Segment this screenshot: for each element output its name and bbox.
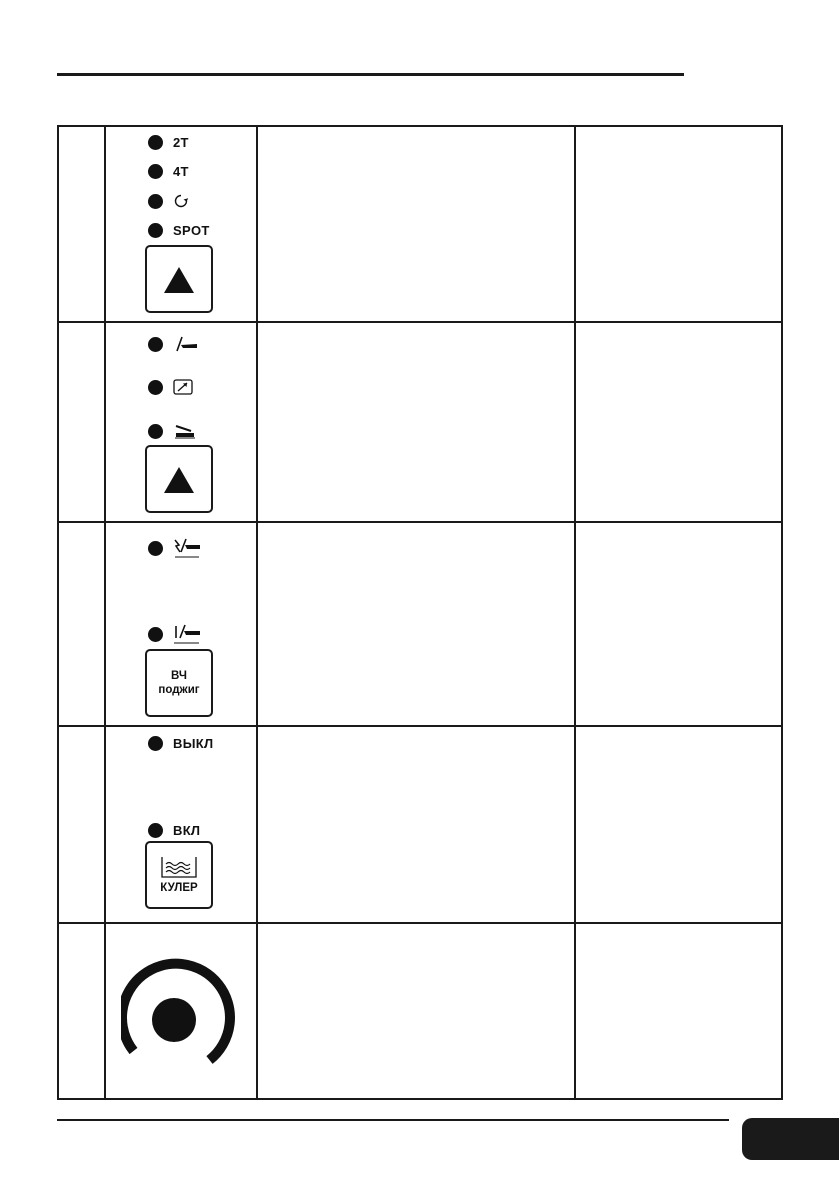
- indicator-label: SPOT: [173, 223, 210, 238]
- row-divider: [59, 321, 781, 323]
- torch-weld-icon: [173, 335, 199, 353]
- led-dot: [148, 164, 163, 179]
- indicator-label: 4T: [173, 164, 189, 179]
- indicator-label: 2T: [173, 135, 189, 150]
- indicator-on: [148, 823, 200, 838]
- page-number-tab: [742, 1118, 839, 1160]
- indicator-label: ВКЛ: [173, 823, 201, 838]
- led-dot: [148, 194, 163, 209]
- water-waves-icon: [159, 855, 199, 881]
- row-divider: [59, 922, 781, 924]
- indicator-spot: [148, 223, 210, 238]
- button-label: КУЛЕР: [160, 882, 198, 894]
- foot-pedal-icon: [173, 423, 197, 439]
- button-label-line2: поджиг: [158, 684, 200, 696]
- indicator-4t: [148, 164, 189, 179]
- led-dot: [148, 337, 163, 352]
- button-label-line1: ВЧ: [171, 670, 187, 682]
- footer-rule: [57, 1119, 729, 1121]
- row-divider: [59, 521, 781, 523]
- indicator-torch: [148, 335, 199, 353]
- indicator-foot-pedal: [148, 423, 197, 439]
- indicator-hf-ignition: [148, 537, 201, 559]
- led-dot: [148, 541, 163, 556]
- hf-ignition-icon: [173, 537, 201, 559]
- indicator-off: [148, 736, 213, 751]
- led-dot: [148, 627, 163, 642]
- source-select-button[interactable]: [145, 445, 213, 513]
- indicator-trigger-box: [148, 379, 193, 395]
- column-divider: [256, 127, 258, 1098]
- controls-table: [57, 125, 783, 1100]
- led-dot: [148, 823, 163, 838]
- trigger-box-icon: [173, 379, 193, 395]
- cooler-button[interactable]: [145, 841, 213, 909]
- triangle-up-icon: [164, 467, 194, 493]
- column-divider: [574, 127, 576, 1098]
- row-divider: [59, 725, 781, 727]
- led-dot: [148, 424, 163, 439]
- led-dot: [148, 135, 163, 150]
- led-dot: [148, 736, 163, 751]
- cycle-icon: [173, 193, 189, 209]
- indicator-label: ВЫКЛ: [173, 736, 214, 751]
- indicator-2t: [148, 135, 189, 150]
- rotary-knob[interactable]: [121, 957, 247, 1072]
- header-rule: [57, 73, 684, 76]
- led-dot: [148, 380, 163, 395]
- column-divider: [104, 127, 106, 1098]
- indicator-cycle: [148, 193, 189, 209]
- led-dot: [148, 223, 163, 238]
- mode-select-button[interactable]: [145, 245, 213, 313]
- hf-ignition-button[interactable]: [145, 649, 213, 717]
- indicator-lift-ignition: [148, 623, 201, 645]
- rotary-knob-icon: [121, 957, 247, 1072]
- triangle-up-icon: [164, 267, 194, 293]
- lift-ignition-icon: [173, 623, 201, 645]
